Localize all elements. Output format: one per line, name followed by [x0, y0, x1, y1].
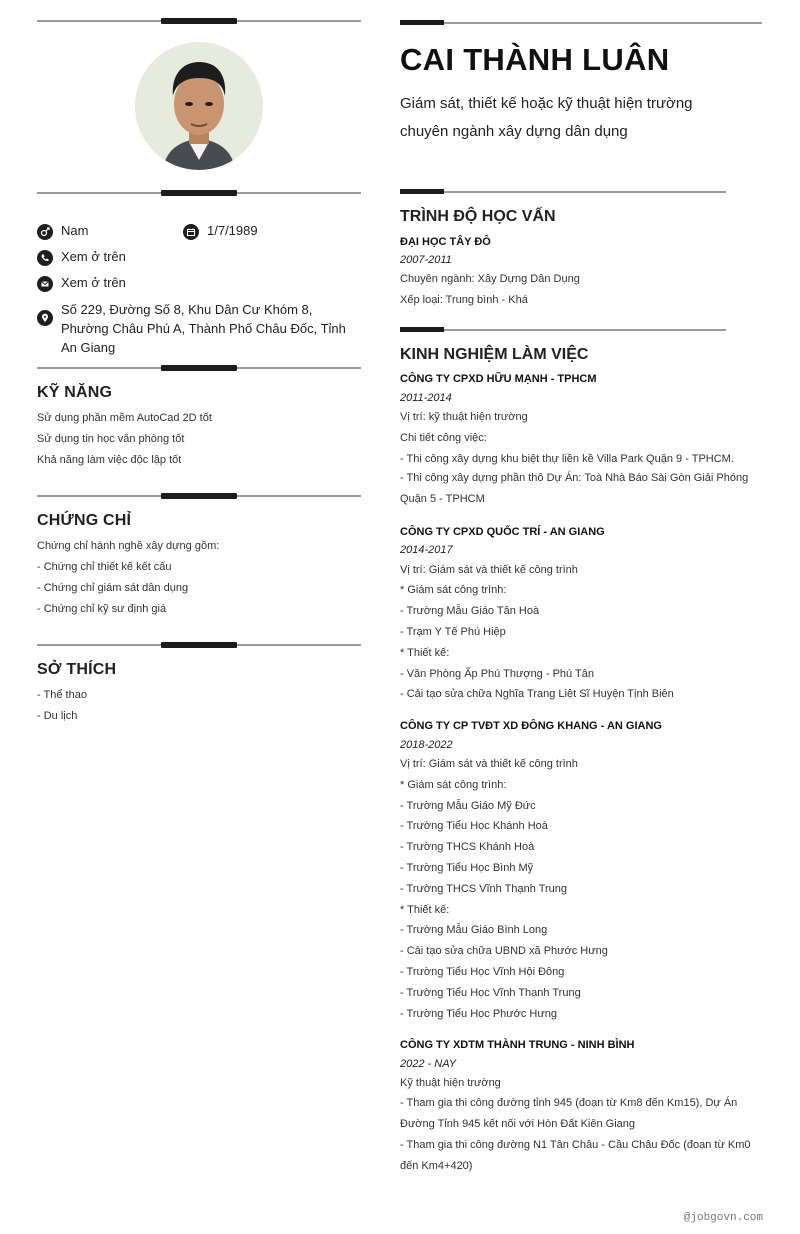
job-line: * Thiết kế:	[400, 647, 450, 659]
certificate-item: - Chứng chỉ kỹ sư định giá	[37, 603, 167, 615]
divider	[400, 20, 762, 26]
job-line: - Trường Mẫu Giáo Tân Hoà	[400, 605, 540, 617]
divider	[37, 641, 361, 649]
phone-row	[37, 249, 126, 266]
job-line: - Cải tạo sửa chữa Nghĩa Trang Liệt Sĩ Huyện Tịnh Biên	[400, 688, 674, 700]
phone-value: Xem ở trên	[61, 249, 126, 264]
job-line: - Trường THCS Khánh Hoà	[400, 841, 535, 853]
certificate-item: - Chứng chỉ giám sát dân dụng	[37, 582, 189, 594]
divider	[400, 327, 726, 333]
hobby-item: - Thể thao	[37, 689, 87, 701]
job-line: - Trường Tiểu Học Vĩnh Hội Đông	[400, 966, 565, 978]
birthday-row	[183, 223, 258, 240]
job-line: - Trường THCS Vĩnh Thạnh Trung	[400, 883, 568, 895]
certificate-item: - Chứng chỉ thiết kế kết cấu	[37, 561, 172, 573]
job-line: - Tham gia thi công đường N1 Tân Châu - Cầu Châu Đốc (đoạn từ Km0 đến Km4+420)	[400, 1139, 751, 1172]
divider	[37, 364, 361, 372]
job-line: - Trường Tiểu Học Phước Hưng	[400, 1008, 557, 1020]
address-row	[37, 300, 357, 357]
education-major: Chuyên ngành: Xây Dựng Dân Dụng	[400, 273, 580, 285]
job-line: Vị trí: Giám sát và thiết kế công trình	[400, 758, 578, 770]
job-line: * Giám sát công trình:	[400, 779, 507, 791]
watermark: @jobgovn.com	[683, 1212, 763, 1224]
certificate-item: Chứng chỉ hành nghề xây dựng gồm:	[37, 540, 220, 552]
certificates-title: CHỨNG CHỈ	[37, 512, 132, 529]
company-name: CÔNG TY XDTM THÀNH TRUNG - NINH BÌNH	[400, 1039, 635, 1051]
email-value: Xem ở trên	[61, 275, 126, 290]
job-line: - Văn Phòng Ấp Phú Thượng - Phú Tân	[400, 668, 594, 680]
company-name: CÔNG TY CP TVĐT XD ĐÔNG KHANG - AN GIANG	[400, 720, 662, 732]
job-line: Vị trí: kỹ thuật hiện trường	[400, 411, 528, 423]
divider	[37, 17, 361, 25]
divider	[37, 189, 361, 197]
avatar-photo	[135, 42, 263, 170]
address-value: Số 229, Đường Số 8, Khu Dân Cư Khóm 8, Phường Châu Phú A, Thành Phố Châu Đốc, Tỉnh An Giang	[61, 302, 346, 355]
experience-title: KINH NGHIỆM LÀM VIỆC	[400, 346, 589, 363]
gender-row	[37, 223, 88, 240]
hobby-item: - Du lịch	[37, 710, 78, 722]
job-line: - Cải tạo sửa chữa UBND xã Phước Hưng	[400, 945, 608, 957]
skill-item: Sử dụng tin học văn phòng tốt	[37, 433, 185, 445]
education-title: TRÌNH ĐỘ HỌC VẤN	[400, 208, 556, 225]
job-line: Chi tiết công việc:	[400, 432, 487, 444]
education-grade: Xếp loại: Trung bình - Khá	[400, 294, 528, 306]
skills-title: KỸ NĂNG	[37, 384, 113, 401]
job-line: - Trường Tiểu Học Vĩnh Thạnh Trung	[400, 987, 581, 999]
job-line: Kỹ thuật hiện trường	[400, 1077, 501, 1089]
job-line: * Thiết kế:	[400, 904, 450, 916]
job-line: - Trường Tiểu Học Khánh Hoà	[400, 820, 548, 832]
job-line: - Thi công xây dựng khu biệt thự liền kề Villa Park Quận 9 - TPHCM.	[400, 453, 734, 465]
divider	[37, 492, 361, 500]
job-period: 2022 - NAY	[400, 1058, 457, 1070]
candidate-name: CAI THÀNH LUÂN	[400, 42, 670, 77]
skill-item: Sử dụng phần mềm AutoCad 2D tốt	[37, 412, 212, 424]
email-icon	[37, 276, 53, 292]
job-period: 2018-2022	[400, 739, 453, 751]
gender-value: Nam	[61, 223, 89, 238]
job-line: Vị trí: Giám sát và thiết kế công trình	[400, 564, 578, 576]
company-name: CÔNG TY CPXD HỮU MẠNH - TPHCM	[400, 373, 597, 385]
hobbies-title: SỞ THÍCH	[37, 661, 117, 678]
email-row	[37, 275, 126, 292]
school-name: ĐẠI HỌC TÂY ĐÔ	[400, 236, 491, 248]
divider	[400, 189, 726, 195]
calendar-icon	[183, 224, 199, 240]
avatar	[135, 42, 263, 170]
job-line: * Giám sát công trình:	[400, 584, 507, 596]
skill-item: Khả năng làm việc độc lập tốt	[37, 454, 182, 466]
job-line: - Trường Mẫu Giáo Bình Long	[400, 924, 548, 936]
job-line: - Thi công xây dựng phần thô Dự Án: Toà Nhà Báo Sài Gòn Giải Phóng Quận 5 - TPHCM	[400, 472, 749, 505]
job-line: - Trường Tiểu Học Bình Mỹ	[400, 862, 534, 874]
gender-icon	[37, 224, 53, 240]
birthday-value: 1/7/1989	[207, 223, 258, 238]
phone-icon	[37, 250, 53, 266]
job-period: 2011-2014	[400, 392, 452, 404]
company-name: CÔNG TY CPXD QUỐC TRÍ - AN GIANG	[400, 526, 605, 538]
location-pin-icon	[37, 310, 53, 326]
job-period: 2014-2017	[400, 544, 453, 556]
job-line: - Tham gia thi công đường tỉnh 945 (đoạn từ Km8 đến Km15), Dự Án Đường Tỉnh 945 kết nối với Hòn Đất Kiên Giang	[400, 1097, 738, 1130]
candidate-subtitle: Giám sát, thiết kế hoặc kỹ thuật hiện trường chuyên ngành xây dựng dân dụng	[400, 95, 693, 140]
job-line: - Trạm Y Tế Phú Hiệp	[400, 626, 506, 638]
education-period: 2007-2011	[400, 254, 452, 266]
job-line: - Trường Mẫu Giáo Mỹ Đức	[400, 800, 536, 812]
